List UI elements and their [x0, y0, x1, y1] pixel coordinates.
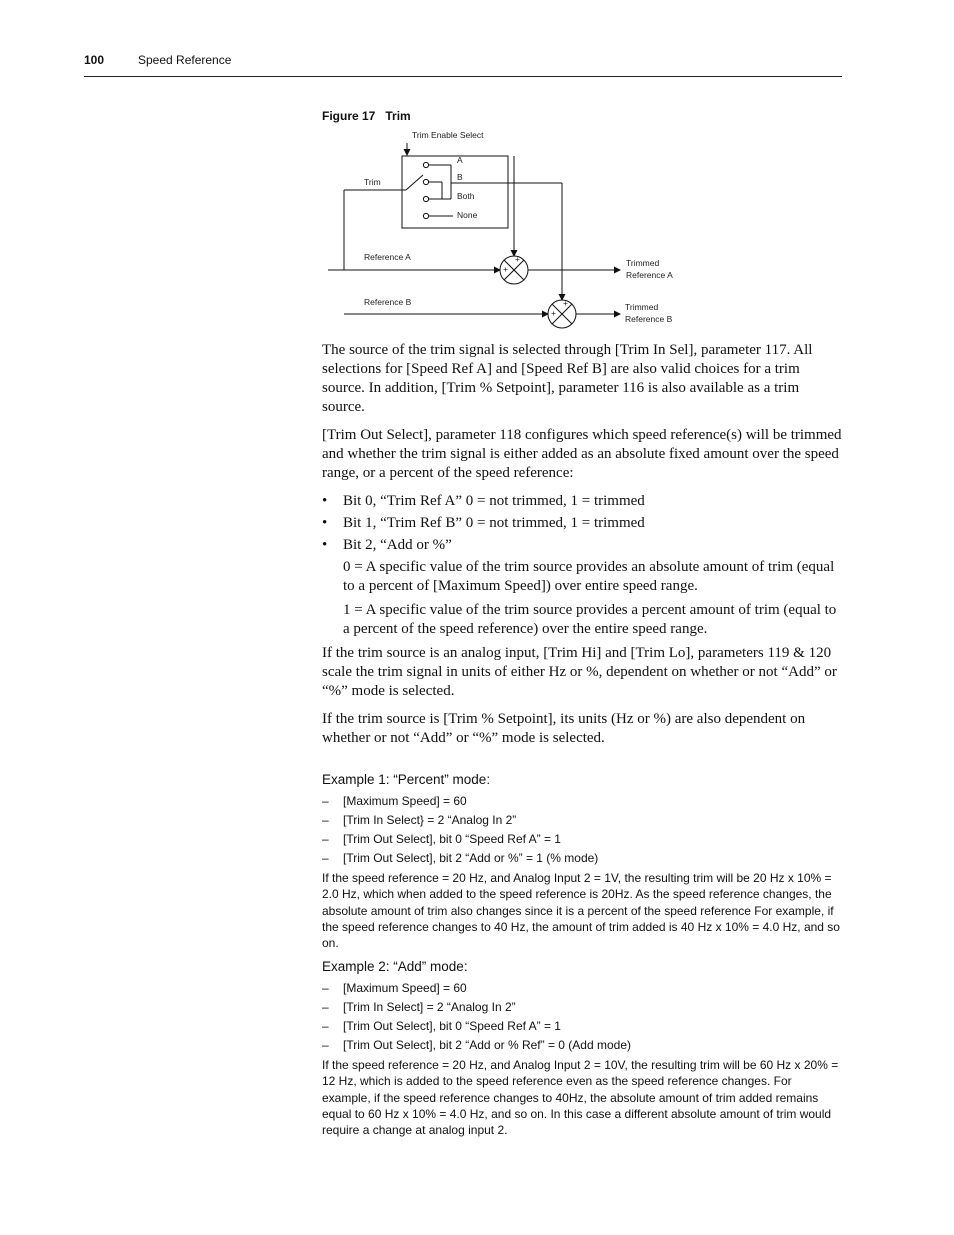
- dash: –: [322, 981, 329, 995]
- list-item-text: [Trim In Select} = 2 “Analog In 2”: [343, 813, 517, 827]
- list-item: [322, 812, 842, 828]
- contact-both: [423, 196, 428, 201]
- figure-caption: [322, 109, 421, 123]
- example-percent-mode: [322, 772, 842, 951]
- switch-arm: [406, 175, 423, 190]
- list-item-text: [Trim Out Select], bit 2 “Add or % Ref” = 0 (Add mode): [343, 1038, 631, 1052]
- example-list: [322, 793, 842, 866]
- contact-none: [423, 213, 428, 218]
- dash: –: [322, 1038, 329, 1052]
- contact-b: [423, 179, 428, 184]
- dash: –: [322, 813, 329, 827]
- bullet: •: [322, 515, 328, 531]
- body-text: [322, 341, 842, 757]
- list-item-text: [Maximum Speed] = 60: [343, 981, 467, 995]
- sub-paragraph-add-mode: 0 = A specific value of the trim source provides an absolute amount of trim (equal to a percent of [Maximum Speed]) over entire speed range.: [343, 559, 835, 594]
- bit-list: [322, 492, 842, 555]
- summer-b-plus-left: +: [551, 308, 556, 318]
- example-list: [322, 980, 842, 1053]
- list-item-text: [Trim Out Select], bit 2 “Add or %” = 1 (% mode): [343, 851, 599, 865]
- dash: –: [322, 832, 329, 846]
- summer-a-plus-left: +: [503, 264, 508, 274]
- bullet: •: [322, 537, 328, 553]
- label-opt-both: Both: [457, 191, 475, 201]
- list-item: [322, 831, 842, 847]
- label-reference-a: Reference A: [364, 252, 411, 262]
- list-item-text: [Maximum Speed] = 60: [343, 794, 467, 808]
- bullet-text: Bit 0, “Trim Ref A” 0 = not trimmed, 1 = trimmed: [343, 493, 645, 509]
- paragraph-trim-setpoint: If the trim source is [Trim % Setpoint], its units (Hz or %) are also dependent on whether or not “Add” or “%” mode is selected.: [322, 711, 806, 746]
- paragraph-trim-out-select: [Trim Out Select], parameter 118 configures which speed reference(s) will be trimmed and whether the trim signal is either added as an absolute fixed amount over the speed range, or a percent of the speed reference:: [322, 427, 842, 481]
- bullet: •: [322, 493, 328, 509]
- list-item: [322, 536, 842, 555]
- paragraph-analog-input: If the trim source is an analog input, [Trim Hi] and [Trim Lo], parameters 119 & 120 scale the trim signal in units of either Hz or %, dependent on whether or not “Add” or “%” mode is selected.: [322, 645, 837, 699]
- label-trimmed-b-2: Reference B: [625, 314, 673, 324]
- summer-b-plus-top: +: [563, 298, 568, 308]
- example-add-mode: [322, 959, 842, 1138]
- bullet-text: Bit 2, “Add or %”: [343, 537, 452, 553]
- list-item: [322, 999, 842, 1015]
- figure-title: Trim: [385, 109, 411, 123]
- list-item-text: [Trim Out Select], bit 0 “Speed Ref A” = 1: [343, 832, 561, 846]
- label-trimmed-b-1: Trimmed: [625, 302, 659, 312]
- dash: –: [322, 851, 329, 865]
- bullet-text: Bit 1, “Trim Ref B” 0 = not trimmed, 1 = trimmed: [343, 515, 645, 531]
- label-opt-a: A: [457, 155, 463, 165]
- summer-a-plus-top: +: [515, 254, 520, 264]
- list-item: [322, 1018, 842, 1034]
- label-trim: Trim: [364, 177, 381, 187]
- figure-label: Figure 17: [322, 109, 376, 123]
- label-opt-none: None: [457, 210, 478, 220]
- label-trimmed-a-1: Trimmed: [626, 258, 660, 268]
- label-trimmed-a-2: Reference A: [626, 270, 673, 280]
- list-item: [322, 793, 842, 809]
- list-item-text: [Trim In Select] = 2 “Analog In 2”: [343, 1000, 516, 1014]
- selector-box: [402, 156, 508, 228]
- sub-paragraph-percent-mode: 1 = A specific value of the trim source provides a percent amount of trim (equal to a percent of the speed reference) over the entire speed range.: [343, 602, 837, 637]
- dash: –: [322, 1000, 329, 1014]
- example-heading: Example 1: “Percent” mode:: [322, 772, 491, 787]
- label-opt-b: B: [457, 172, 463, 182]
- page-number: 100: [84, 53, 105, 67]
- contact-a: [423, 162, 428, 167]
- list-item: [322, 514, 842, 533]
- dash: –: [322, 1019, 329, 1033]
- label-reference-b: Reference B: [364, 297, 412, 307]
- example-paragraph: If the speed reference = 20 Hz, and Analog Input 2 = 10V, the resulting trim will be 60 Hz x 20% = 12 Hz, which is added to the speed reference even as the speed reference changes. For example, if the speed reference changes to 40Hz, the absolute amount of trim added remains equal to 60 Hz x 10% = 4.0 Hz, and so on. In this case a different absolute amount of trim would require a change at analog input 2.: [322, 1058, 839, 1138]
- list-item: [322, 492, 842, 511]
- list-item-text: [Trim Out Select], bit 0 “Speed Ref A” = 1: [343, 1019, 561, 1033]
- trim-diagram: [320, 125, 700, 335]
- list-item: [322, 1037, 842, 1053]
- page-header: [84, 52, 842, 77]
- list-item: [322, 850, 842, 866]
- example-heading: Example 2: “Add” mode:: [322, 959, 468, 974]
- example-paragraph: If the speed reference = 20 Hz, and Analog Input 2 = 1V, the resulting trim will be 20 Hz x 10% = 2.0 Hz, which when added to the speed reference is 20Hz. As the speed reference changes, the absolute amount of trim also changes since it is a percent of the speed reference For example, if the speed reference changes to 40 Hz, the amount of trim added is 40 Hz x 10% = 4.0 Hz, and so on.: [322, 871, 840, 951]
- list-item: [322, 980, 842, 996]
- dash: –: [322, 794, 329, 808]
- section-title: Speed Reference: [138, 53, 232, 67]
- label-trim-enable-select: Trim Enable Select: [412, 130, 484, 140]
- paragraph-trim-source: The source of the trim signal is selected through [Trim In Sel], parameter 117. All selections for [Speed Ref A] and [Speed Ref B] are also valid choices for a trim source. In addition, [Trim % Setpoint], parameter 116 is also available as a trim source.: [322, 342, 813, 415]
